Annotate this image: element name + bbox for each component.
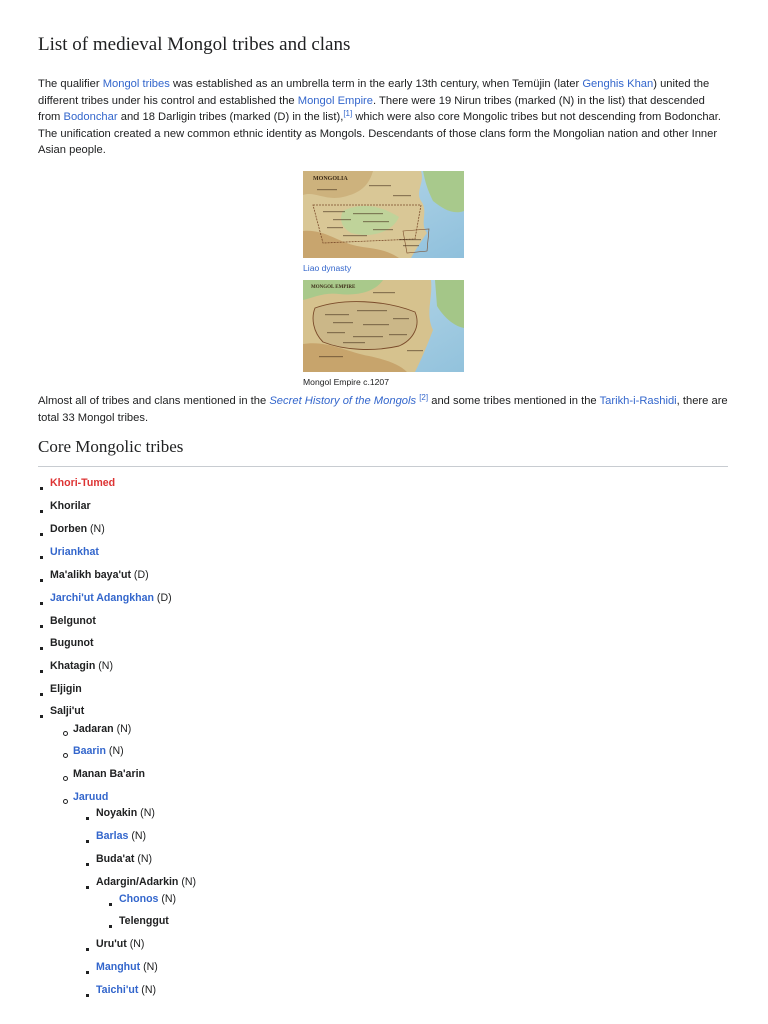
tribe-marker: (N)	[158, 893, 177, 905]
figure-mongol-empire	[303, 280, 465, 387]
list-bullet	[40, 670, 43, 673]
tribe-name: Khatagin	[50, 660, 96, 672]
section-divider	[38, 466, 728, 467]
tribe-list-item	[96, 938, 144, 950]
tribe-name: Adargin/Adarkin	[96, 876, 179, 888]
link-mongol-empire[interactable]: Mongol Empire	[297, 94, 374, 107]
tribe-name: Belgunot	[50, 615, 96, 627]
list-bullet	[63, 776, 68, 781]
tribe-list-item	[50, 637, 94, 649]
tribe-name[interactable]: Barlas	[96, 830, 129, 842]
tribe-name[interactable]: Taichi'ut	[96, 984, 139, 996]
tribe-marker: (N)	[105, 745, 124, 757]
map-title-label: MONGOL EMPIRE	[311, 285, 356, 290]
tribe-list-item	[50, 660, 113, 672]
list-bullet	[86, 886, 89, 889]
tribe-name: Eljigin	[50, 683, 82, 695]
tribe-name[interactable]: Jaruud	[73, 791, 109, 803]
tribe-list-item	[96, 961, 158, 973]
tribe-name[interactable]: Khori-Tumed	[50, 477, 116, 489]
tribe-name: Jadaran	[73, 723, 114, 735]
tribe-name: Khorilar	[50, 500, 91, 512]
list-bullet	[40, 556, 43, 559]
list-bullet	[86, 863, 89, 866]
list-bullet	[40, 602, 43, 605]
intro-paragraph	[38, 76, 728, 159]
caption-liao-dynasty[interactable]: Liao dynasty	[303, 263, 352, 273]
tribe-marker: (D)	[153, 592, 172, 604]
para-text: , there are total 33 Mongol tribes.	[38, 395, 728, 424]
tribe-name[interactable]: Uriankhat	[50, 546, 99, 558]
tribe-list-item	[73, 723, 131, 735]
list-bullet	[40, 625, 43, 628]
list-bullet	[63, 753, 68, 758]
tribe-list-item	[96, 853, 152, 865]
tribe-marker: (N)	[87, 523, 105, 535]
tribe-name[interactable]: Jarchi'ut Adangkhan	[50, 592, 154, 604]
tribe-list-item	[50, 500, 91, 512]
tribe-marker: (N)	[138, 984, 156, 996]
tribe-name: Ma'alikh baya'ut	[50, 569, 131, 581]
list-bullet	[86, 817, 89, 820]
mongol-empire-map-image[interactable]	[303, 280, 464, 372]
intro-text: and 18 Darligin tribes (marked (D) in the list),	[117, 111, 344, 124]
tribe-list-item	[50, 705, 84, 717]
tribe-marker: (N)	[134, 853, 153, 865]
list-bullet	[86, 840, 89, 843]
list-bullet	[109, 903, 112, 906]
tribe-name[interactable]: Baarin	[73, 745, 106, 757]
tribe-list-item	[119, 915, 169, 927]
map-title-label: MONGOLIA	[313, 176, 348, 182]
link-mongol-tribes[interactable]: Mongol tribes	[102, 78, 170, 90]
link-secret-history[interactable]: Secret History of the Mongols	[269, 395, 417, 407]
list-bullet	[86, 994, 89, 997]
liao-dynasty-map-image[interactable]	[303, 171, 464, 258]
list-bullet	[86, 971, 89, 974]
figure-liao-dynasty	[303, 171, 465, 273]
intro-text: which were also core Mongolic tribes but not descending from Bodonchar. The unification created a new common ethnic identity as Mongols. Descendants of those clans form the Mongolian nation and other Inner Asian people.	[38, 111, 721, 157]
section-heading: Core Mongolic tribes	[38, 437, 184, 456]
list-bullet	[109, 925, 112, 928]
list-bullet	[40, 533, 43, 536]
tribe-marker: (N)	[137, 807, 155, 819]
tribe-name[interactable]: Chonos	[119, 893, 159, 905]
tribe-list-item	[96, 830, 146, 842]
tribe-list-item	[50, 683, 82, 695]
tribe-name: Dorben	[50, 523, 88, 535]
tribe-marker: (N)	[128, 830, 147, 842]
intro-text: . There were 19 Nirun tribes (marked (N) in the list) that descended from	[38, 94, 705, 124]
sources-paragraph	[38, 393, 728, 426]
intro-text: was established as an umbrella term in the early 13th century, when Temüjin (later	[169, 78, 583, 90]
link-genghis-khan[interactable]: Genghis Khan	[582, 78, 654, 90]
tribe-name: Uru'ut	[96, 938, 127, 950]
tribe-list-item	[119, 893, 176, 905]
list-bullet	[40, 715, 43, 718]
link-bodonchar[interactable]: Bodonchar	[63, 111, 118, 124]
tribe-list-item	[50, 477, 115, 489]
reference-2[interactable]: [2]	[419, 393, 429, 402]
list-bullet	[40, 487, 43, 490]
para-text: Almost all of tribes and clans mentioned in the	[38, 395, 270, 407]
tribe-list-item	[50, 569, 149, 581]
link-tarikh-i-rashidi[interactable]: Tarikh-i-Rashidi	[599, 395, 677, 407]
intro-text: The qualifier	[38, 78, 103, 90]
page-title: List of medieval Mongol tribes and clans	[38, 34, 351, 55]
tribe-list-item	[50, 592, 172, 604]
tribe-marker: (N)	[126, 938, 145, 950]
tribe-list-item	[50, 615, 96, 627]
tribe-list-item	[50, 523, 105, 535]
para-text: and some tribes mentioned in the	[428, 395, 600, 407]
list-bullet	[86, 948, 89, 951]
caption-mongol-empire: Mongol Empire c.1207	[303, 377, 389, 387]
list-bullet	[40, 693, 43, 696]
list-bullet	[40, 579, 43, 582]
tribe-list-item	[73, 745, 124, 757]
tribe-name[interactable]: Manghut	[96, 961, 141, 973]
reference-1[interactable]: [1]	[343, 109, 353, 119]
tribe-list-item	[96, 984, 156, 996]
tribe-name: Salji'ut	[50, 705, 85, 717]
tribe-name: Manan Ba'arin	[73, 768, 145, 780]
tribe-name: Telenggut	[119, 915, 169, 927]
tribe-marker: (N)	[113, 723, 132, 735]
tribe-name: Buda'at	[96, 853, 135, 865]
list-bullet	[63, 799, 68, 804]
tribe-marker: (N)	[140, 961, 158, 973]
tribe-list-item	[96, 807, 155, 819]
tribe-name: Bugunot	[50, 637, 94, 649]
list-bullet	[63, 731, 68, 736]
tribe-list-item	[96, 876, 196, 888]
list-bullet	[40, 510, 43, 513]
list-bullet	[40, 647, 43, 650]
tribe-list-item	[73, 791, 108, 803]
intro-text: ) united the different tribes under his control and established the	[38, 78, 710, 107]
tribe-name: Noyakin	[96, 807, 138, 819]
tribe-marker: (N)	[95, 660, 113, 672]
tribe-list-item	[73, 768, 145, 780]
tribe-marker: (N)	[178, 876, 197, 888]
tribe-list-item	[50, 546, 99, 558]
tribe-marker: (D)	[130, 569, 149, 581]
